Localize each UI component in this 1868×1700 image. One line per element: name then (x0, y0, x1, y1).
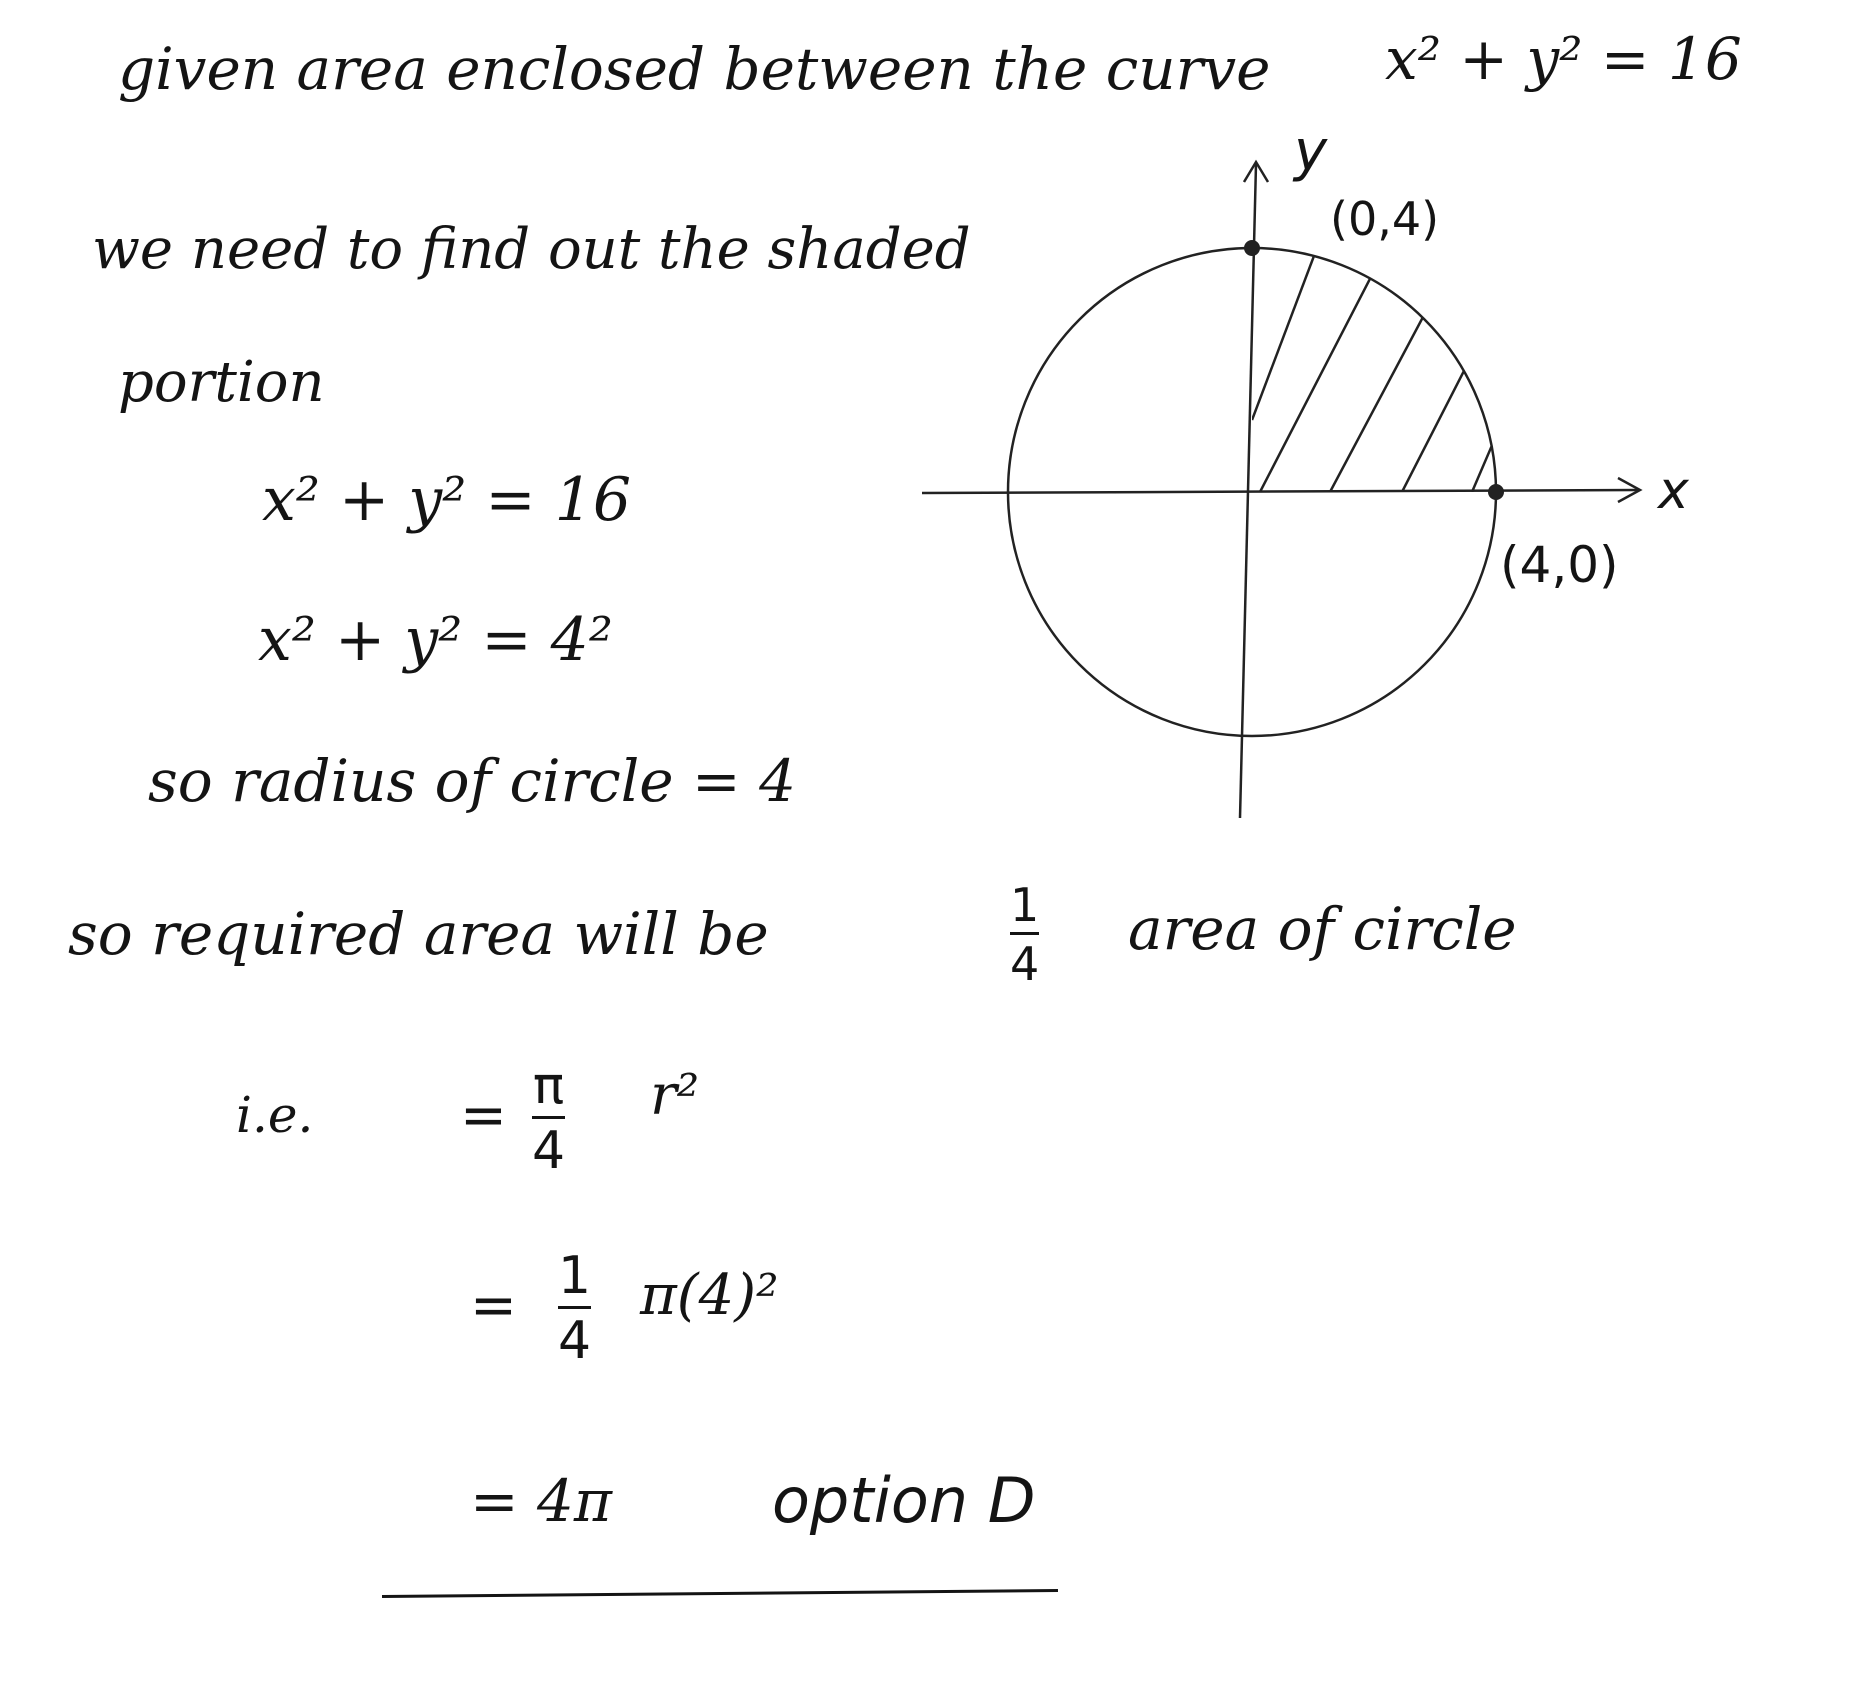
intro-line-1: we need to find out the shaded (92, 217, 971, 282)
equation-2: x² + y² = 4² (258, 605, 613, 675)
ie-label: i.e. (236, 1086, 314, 1144)
heading-text: given area enclosed between the curve (118, 35, 1271, 103)
equation-1: x² + y² = 16 (262, 465, 632, 535)
equals-sign-1: = (460, 1083, 507, 1148)
point-top-label: (0,4) (1330, 192, 1440, 246)
radius-line: so radius of circle = 4 (148, 747, 796, 815)
x-axis-label: x (1658, 461, 1689, 521)
pi-four-squared: π(4)² (640, 1263, 779, 1328)
fraction-pi-denominator: 4 (532, 1121, 566, 1181)
point-top (1244, 240, 1260, 256)
final-option: option D (772, 1464, 1036, 1537)
x-axis (922, 490, 1638, 493)
intro-line-2: portion (118, 350, 325, 415)
shaded-region (1252, 240, 1520, 492)
r-squared: r² (650, 1063, 700, 1128)
y-axis-label: y (1294, 120, 1328, 184)
final-value: = 4π (470, 1467, 613, 1535)
fraction-one-denominator: 4 (558, 1311, 592, 1371)
required-area-suffix: area of circle (1128, 895, 1517, 963)
required-fraction-numerator: 1 (1010, 878, 1040, 932)
circle-diagram (900, 120, 1720, 840)
fraction-bar (532, 1116, 565, 1119)
point-right-label: (4,0) (1500, 536, 1619, 594)
heading-equation: x² + y² = 16 (1385, 25, 1742, 93)
answer-underline (382, 1589, 1058, 1598)
fraction-one-numerator: 1 (558, 1246, 592, 1306)
required-area-prefix: so required area will be (68, 900, 769, 968)
fraction-pi-over-4 (532, 1056, 566, 1181)
equals-sign-2: = (470, 1273, 517, 1338)
required-fraction-denominator: 4 (1010, 937, 1040, 991)
point-right (1488, 484, 1504, 500)
fraction-pi-numerator: π (532, 1056, 565, 1116)
required-area-fraction (1010, 878, 1040, 991)
fraction-one-quarter (558, 1246, 592, 1371)
fraction-bar (1010, 932, 1039, 935)
fraction-bar (558, 1306, 591, 1309)
